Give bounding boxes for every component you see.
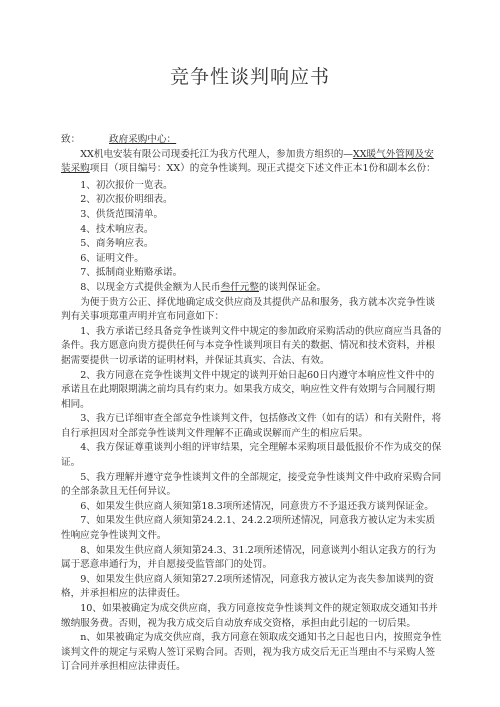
clause-paragraph: 5、我方理解并遵守竞争性谈判文件的全部规定，接受竞争性谈判文件中政府采购合同的全部条款且无任何异议。: [61, 471, 442, 498]
list-item: 4、技术响应表。: [80, 223, 154, 235]
clause-paragraph: 2、我方同意在竞争性谈判文件中规定的谈判开始日起60日内遵守本响应性文件中的承诺且在此期限期满之前均具有约束力。如果我方成交，响应性文件有效期与合同履行期相同。: [61, 369, 436, 410]
list-item: 5、商务响应表。: [80, 238, 154, 250]
document-body: [61, 133, 443, 675]
intro-paragraph: [61, 148, 443, 177]
intro-pre: XX机电安装有限公司现委托江为我方代理人，参加贵方组织的—: [80, 148, 353, 160]
clause-paragraph: 1、我方承诺已经具备竞争性谈判文件中规定的参加政府采购活动的供应商应当具备的条件。我方愿意向贵方提供任何与本竞争性谈判项目有关的数据、情况和技术资料，并根据需要提供一切承诺的证明材料，并保证其真实、合法、有效。: [61, 325, 442, 366]
clause-paragraph: 8、如果发生供应商人须知第24.3、31.2项所述情况，同意谈判小组认定我方的行为属于恶意串通行为，并自愿接受监管部门的处罚。: [61, 544, 437, 571]
document-title: 竞争性谈判响应书: [169, 66, 330, 88]
addressee-name: 政府采购中心：: [109, 134, 177, 145]
list-item: 7、抵制商业贿赂承诺。: [80, 267, 183, 279]
document-list: [61, 179, 443, 296]
clause-paragraph: n、如果被确定为成交供应商，我方同意在领取成交通知书之日起也日内，按照竞争性谈判文件的规定与采购人签订采购合同。否则，视为我方成交后无正当理由不与采购人签订合同并承担相应法律责任。: [61, 632, 442, 673]
clause-paragraph: 9、如果发生供应商人须知第27.2项所述情况，同意我方被认定为丧失参加谈判的资格，并承担相应的法律责任。: [61, 573, 434, 600]
clause-paragraph: 6、如果发生供应商人须知第18.3项所述情况，同意贵方不予退还我方谈判保证金。: [80, 500, 434, 512]
clause-paragraph: 3、我方已详细审查全部竞争性谈判文件，包括修改文件（如有的话）和有关附件，将自行承担因对全部竞争性谈判文件理解不正确或误解而产生的相应后果。: [61, 413, 442, 439]
deposit-pre: 8、以现金方式提供金额为人民币: [80, 281, 221, 293]
list-item: 6、证明文件。: [80, 252, 144, 264]
intro-post: 项目（项目编号：XX）的竞争性谈判。现正式提交下述文件正本1份和副本幺份：: [89, 163, 436, 175]
addressee-label: 致：: [61, 134, 81, 145]
declaration-paragraph: 为便于贵方公正、择优地确定成交供应商及其提供产品和服务，我方就本次竞争性谈判有关事项郑重声明并宣布同意如下：: [61, 296, 436, 323]
list-item-deposit: [61, 281, 443, 296]
clause-paragraph: 4、我方保证尊重谈判小组的评审结果，完全理解本采购项目最低报价不作为成交的保证。: [61, 442, 442, 469]
project-name: XX暖气外管网及安装采购: [61, 148, 434, 175]
deposit-post: 的谈判保证金。: [258, 281, 327, 293]
list-item: 3、供货范围清单。: [80, 208, 164, 220]
clause-paragraph: 7、如果发生供应商人须知第24.2.1、24.2.2项所述情况，同意我方被认定为未实质性响应竞争性谈判文件。: [61, 515, 436, 542]
clause-paragraph: 10、如果被确定为成交供应商，我方同意按竞争性谈判文件的规定领取成交通知书并缴纳服务费。否则，视为我方成交后自动放弃成交资格，承担由此引起的一切后果。: [61, 603, 438, 629]
addressee-line: [61, 133, 443, 148]
list-item: 2、初次报价明细表。: [80, 194, 173, 206]
deposit-amount: 叁仟元整: [220, 281, 259, 293]
list-item: 1、初次报价一览表。: [80, 179, 173, 191]
